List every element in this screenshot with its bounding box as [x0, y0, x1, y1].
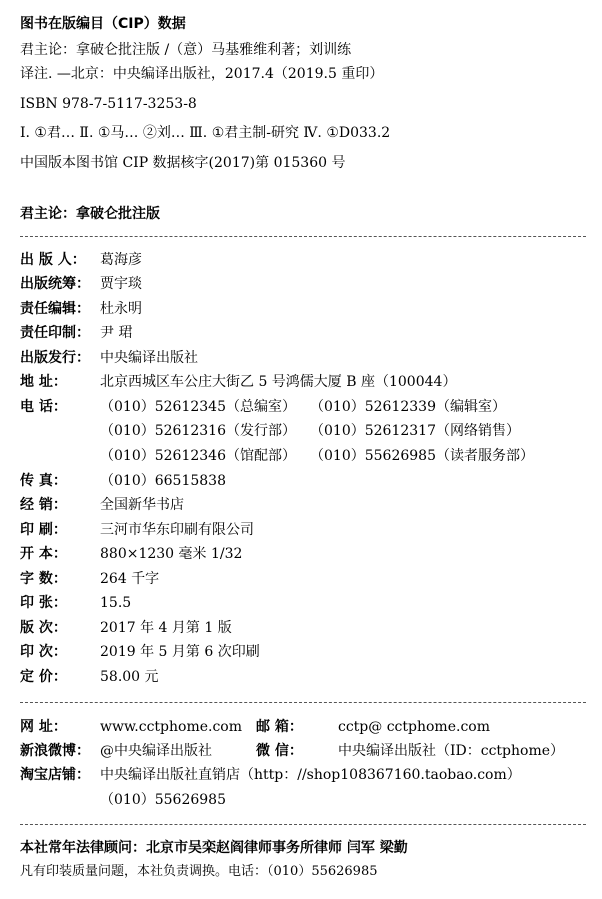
- info-value: 264 千字: [100, 571, 160, 587]
- info-label: 开 本：: [20, 546, 67, 562]
- divider-3: [20, 824, 586, 825]
- legal-counsel: 本社常年法律顾问：北京市吴栾赵阎律师事务所律师 闫军 梁勤: [20, 840, 408, 856]
- info-value: 2017 年 4 月第 1 版: [100, 620, 232, 636]
- email-label: 邮 箱：: [256, 719, 303, 735]
- info-label: 电 话：: [20, 399, 67, 415]
- info-label: 责任编辑：: [20, 301, 90, 317]
- info-value: 尹 珺: [100, 325, 133, 341]
- info-label: 印 张：: [20, 595, 67, 611]
- info-value: 15.5: [100, 595, 132, 611]
- info-value: 贾宇琰: [100, 276, 142, 292]
- info-value: 全国新华书店: [100, 497, 184, 513]
- phone-value: （010）52612339（编辑室）: [310, 399, 506, 415]
- book-title: 君主论：拿破仑批注版: [20, 206, 160, 222]
- info-value: 葛海彦: [100, 252, 142, 268]
- phone-value: （010）52612316（发行部）: [100, 423, 296, 439]
- phone-value: （010）55626985（读者服务部）: [310, 448, 534, 464]
- weibo-value: @中央编译出版社: [100, 743, 212, 759]
- website-link[interactable]: www.cctphome.com: [100, 719, 243, 735]
- info-label: 出版发行：: [20, 350, 90, 366]
- email-link[interactable]: cctp@ cctphome.com: [338, 719, 490, 735]
- info-label: 印 次：: [20, 644, 67, 660]
- cip-line-1: 君主论：拿破仑批注版 /（意）马基雅维利著；刘训练: [20, 42, 352, 58]
- divider-2: [20, 702, 586, 703]
- quality-notice: 凡有印装质量问题，本社负责调换。电话：（010）55626985: [20, 864, 378, 879]
- info-label: 经 销：: [20, 497, 67, 513]
- info-value: 杜永明: [100, 301, 142, 317]
- website-label: 网 址：: [20, 719, 67, 735]
- info-label: 版 次：: [20, 620, 67, 636]
- cip-line-2: 译注. —北京：中央编译出版社，2017.4（2019.5 重印）: [20, 66, 384, 82]
- wechat-value: 中央编译出版社（ID：cctphome）: [338, 743, 565, 759]
- info-label: 出版统筹：: [20, 276, 90, 292]
- info-value: （010）66515838: [100, 473, 226, 489]
- info-value: 三河市华东印刷有限公司: [100, 522, 254, 538]
- info-value: 880×1230 毫米 1/32: [100, 546, 243, 562]
- info-label: 出 版 人：: [20, 252, 86, 268]
- info-label: 定 价：: [20, 669, 67, 685]
- cip-heading: 图书在版编目（CIP）数据: [20, 16, 186, 32]
- info-label: 责任印制：: [20, 325, 90, 341]
- info-value: 北京西城区车公庄大街乙 5 号鸿儒大厦 B 座（100044）: [100, 374, 457, 390]
- info-label: 传 真：: [20, 473, 67, 489]
- phone-value: （010）52612346（馆配部）: [100, 448, 296, 464]
- info-value: 58.00 元: [100, 669, 159, 685]
- info-value: 中央编译出版社: [100, 350, 198, 366]
- taobao-link[interactable]: 中央编译出版社直销店（http：//shop108367160.taobao.com）: [100, 767, 521, 783]
- divider-1: [20, 236, 586, 237]
- info-label: 字 数：: [20, 571, 67, 587]
- cip-isbn: ISBN 978-7-5117-3253-8: [20, 96, 197, 112]
- phone-value: （010）52612345（总编室）: [100, 399, 296, 415]
- weibo-label: 新浪微博：: [20, 743, 90, 759]
- wechat-label: 微 信：: [256, 743, 303, 759]
- info-value: 2019 年 5 月第 6 次印刷: [100, 644, 260, 660]
- taobao-label: 淘宝店铺：: [20, 767, 90, 783]
- cip-number: 中国版本图书馆 CIP 数据核字(2017)第 015360 号: [20, 155, 346, 171]
- info-label: 印 刷：: [20, 522, 67, 538]
- info-label: 地 址：: [20, 374, 67, 390]
- cip-classification: Ⅰ. ①君… Ⅱ. ①马… ②刘… Ⅲ. ①君主制-研究 Ⅳ. ①D033.2: [20, 125, 391, 141]
- phone-value: （010）52612317（网络销售）: [310, 423, 520, 439]
- taobao-phone: （010）55626985: [100, 792, 226, 808]
